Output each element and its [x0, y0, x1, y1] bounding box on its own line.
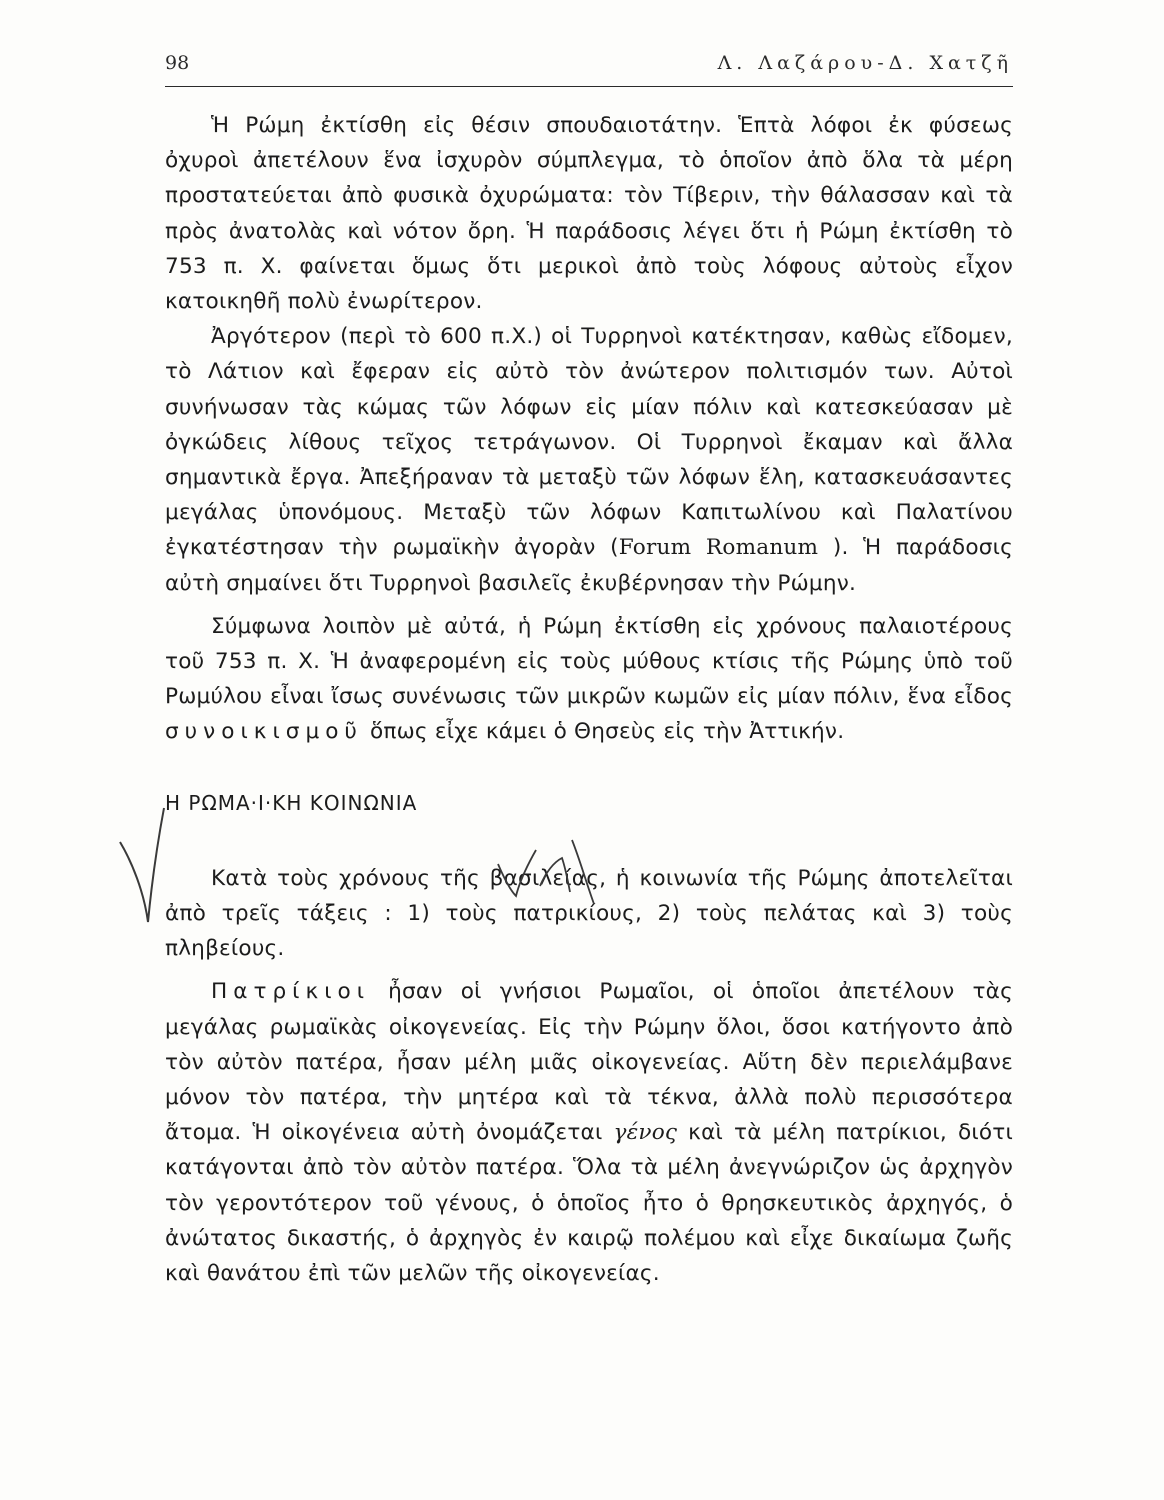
spaced-term: συνοικισμοῦ — [165, 719, 363, 745]
paragraph-patricians-end: καὶ τὰ μέλη πατρίκιοι, διότι κατάγονται ἀπὸ τὸν αὐτὸν πατέρα. Ὅλα τὰ μέλη ἀνεγνώριζον ὡς ἀρχηγὸν τὸν γεροντότερον τοῦ γένους, ὁ ὁποῖος ἦτο ὁ θρησκευτικὸς ἀρχηγός, ὁ ἀνώτατος δικαστής, ὁ ἀρχηγὸς ἐν καιρῷ πολέμου καὶ εἶχε δικαίωμα ζωῆς καὶ θανάτου ἐπὶ τῶν μελῶν τῆς οἰκογενείας. — [165, 1120, 1013, 1287]
page-body — [165, 108, 1013, 1291]
paragraph-patricians-text: ἦσαν οἱ γνήσιοι Ρωμαῖοι, οἱ ὁποῖοι ἀπετέλουν τὰς μεγάλας ρωμαϊκὰς οἰκογενείας. Εἰς τὴν Ρώμην ὅλοι, ὅσοι κατήγοντο ἀπὸ τὸν αὐτὸν πατέρα, ἦσαν μέλη μιᾶς οἰκογενείας. Αὕτη δὲν περιελάμβανε μόνον τὸν πατέρα, τὴν μητέρα καὶ τὰ τέκνα, ἀλλὰ πολὺ περισσότερα ἄτομα. Ἡ οἰκογένεια αὐτὴ ὀνομάζεται — [165, 979, 1013, 1146]
paragraph-patricians — [165, 974, 1013, 1291]
paragraph-synoecism — [165, 609, 1013, 750]
paragraph-synoecism-end: ὅπως εἶχε κάμει ὁ Θησεὺς εἰς τὴν Ἀττικήν. — [362, 719, 845, 745]
page-number: 98 — [165, 52, 190, 74]
latin-term: Forum Romanum — [618, 535, 819, 561]
paragraph-etruscans — [165, 319, 1013, 601]
spaced-term-patricians: Πατρίκιοι — [211, 979, 371, 1005]
page-header — [165, 46, 1013, 87]
paragraph-social-classes: Κατὰ τοὺς χρόνους τῆς βασιλείας, ἡ κοινωνία τῆς Ρώμης ἀποτελεῖται ἀπὸ τρεῖς τάξεις : 1) τοὺς πατρικίους, 2) τοὺς πελάτας καὶ 3) τοὺς πληβείους. — [165, 865, 1013, 962]
paragraph-rome-founding: Ἡ Ρώμη ἐκτίσθη εἰς θέσιν σπουδαιοτάτην. Ἑπτὰ λόφοι ἐκ φύσεως ὀχυροὶ ἀπετέλουν ἕνα ἰσχυρὸν σύμπλεγμα, τὸ ὁποῖον ἀπὸ ὅλα τὰ μέρη προστατεύεται ἀπὸ φυσικὰ ὀχυρώματα: τὸν Τίβεριν, τὴν θάλασσαν καὶ τὰ πρὸς ἀνατολὰς καὶ νότον ὄρη. Ἡ παράδοσις λέγει ὅτι ἡ Ρώμη ἐκτίσθη τὸ 753 π. Χ. φαίνεται ὅμως ὅτι μερικοὶ ἀπὸ τοὺς λόφους αὐτοὺς εἶχον κατοικηθῆ πολὺ ἐνωρίτερον. — [165, 113, 1013, 315]
section-heading: Η ΡΩΜΑ·Ι·ΚΗ ΚΟΙΝΩΝΙΑ — [165, 790, 418, 815]
paragraph-synoecism-text: Σύμφωνα λοιπὸν μὲ αὐτά, ἡ Ρώμη ἐκτίσθη εἰς χρόνους παλαιοτέρους τοῦ 753 π. Χ. Ἡ ἀναφερομένη εἰς τοὺς μύθους κτίσις τῆς Ρώμης ὑπὸ τοῦ Ρωμύλου εἶναι ἴσως συνένωσις τῶν μικρῶν κωμῶν εἰς μίαν πόλιν, ἕνα εἶδος — [165, 613, 1013, 710]
running-head: Λ. Λαζάρου-Δ. Χατζῆ — [717, 52, 1013, 74]
paragraph-etruscans-text: Ἀργότερον (περὶ τὸ 600 π.Χ.) οἱ Τυρρηνοὶ κατέκτησαν, καθὼς εἴδομεν, τὸ Λάτιον καὶ ἔφεραν εἰς αὐτὸ τὸν ἀνώτερον πολιτισμόν των. Αὐτοὶ συνήνωσαν τὰς κώμας τῶν λόφων εἰς μίαν πόλιν καὶ κατεσκεύασαν μὲ ὀγκώδεις λίθους τεῖχος τετράγωνον. Οἱ Τυρρηνοὶ ἔκαμαν καὶ ἄλλα σημαντικὰ ἔργα. Ἀπεξήραναν τὰ μεταξὺ τῶν λόφων ἕλη, κατασκευάσαντες μεγάλας ὑπονόμους. Μεταξὺ τῶν λόφων Καπιτωλίνου καὶ Παλατίνου ἐγκατέστησαν τὴν ρωμαϊκὴν ἀγορὰν ( — [165, 324, 1013, 561]
italic-term: γένος — [613, 1120, 678, 1146]
paragraph-etruscans-end: ). Ἡ παράδοσις αὐτὴ σημαίνει ὅτι Τυρρηνοὶ βασιλεῖς ἐκυβέρνησαν τὴν Ρώμην. — [165, 535, 1014, 596]
